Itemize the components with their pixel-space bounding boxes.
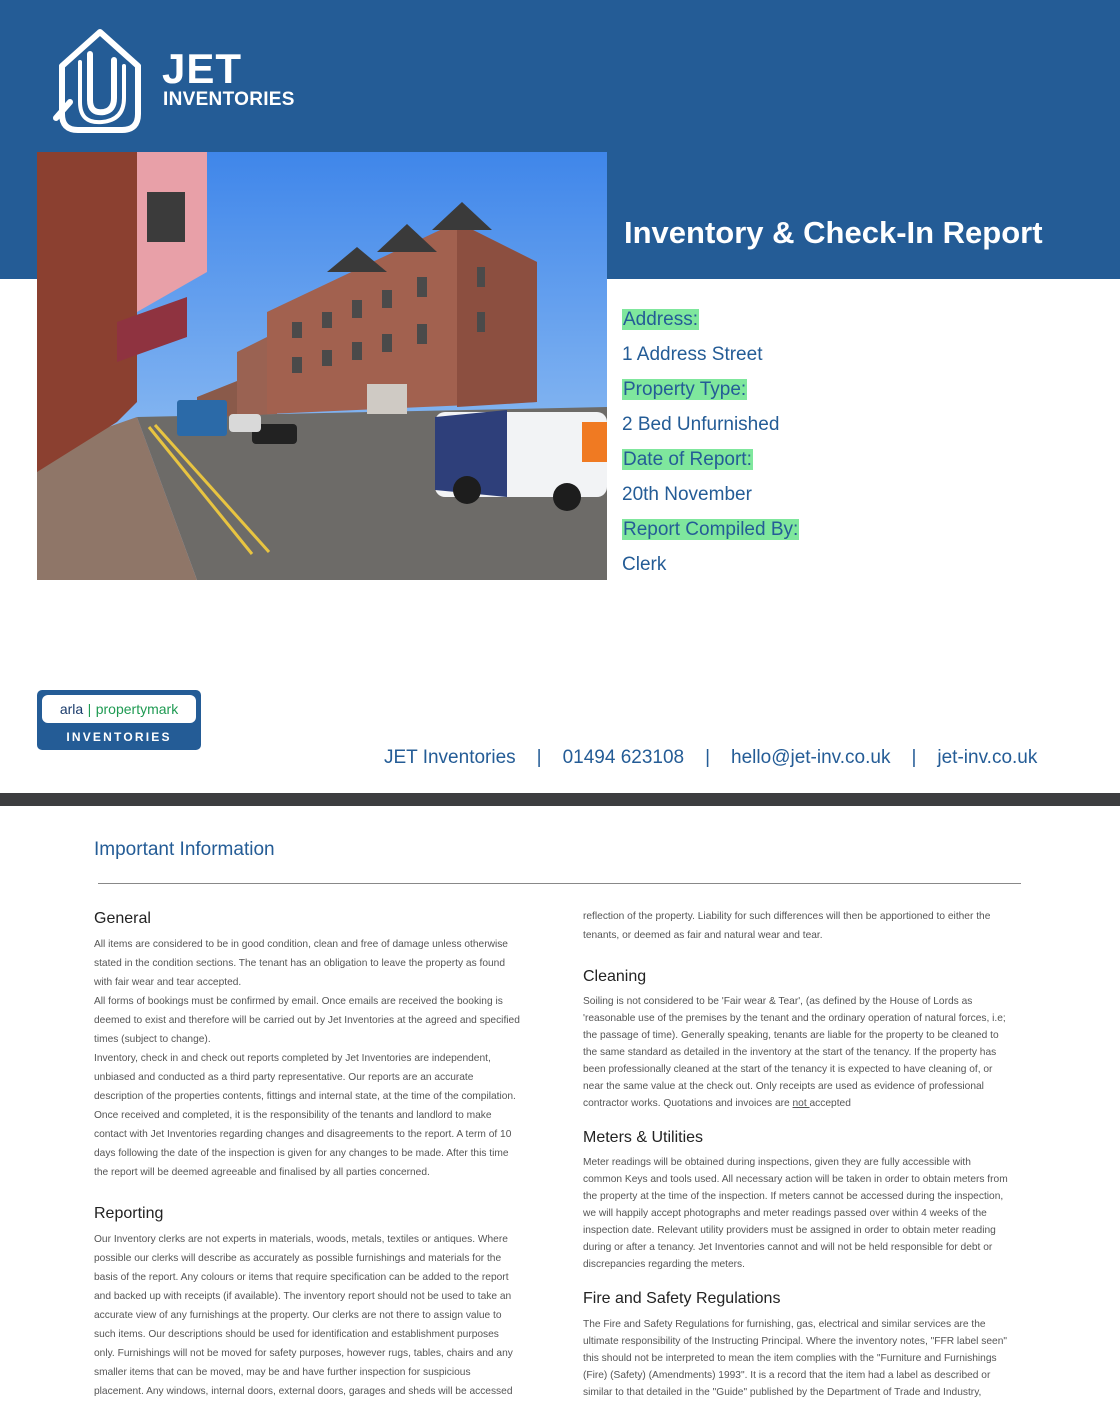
heading-rule — [98, 883, 1021, 884]
arla-text: arla — [59, 701, 84, 717]
info-page — [0, 806, 1120, 1398]
info-heading: Important Information — [94, 839, 275, 860]
cleaning-title: Cleaning — [583, 968, 647, 985]
arla-inventories-text: INVENTORIES — [66, 730, 172, 744]
contact-separator: | — [705, 747, 711, 768]
address-value: 1 Address Street — [622, 344, 763, 365]
property-type-label: Property Type: — [623, 379, 747, 400]
reporting-text: Our Inventory clerks are not experts in materials, woods, metals, textiles or antiques. Where possible our clerks will describe as accurately as possible furnishings and materials for the basis of the report. Any colours or items that require specification can be added to the report and backed up with receipts (if available). The inventory report should not be used to take an accurate view of any furnishings at the property. Our clerks are not there to assign value to such items. Our descriptions should be used for identification and establishment purposes only. Furnishings will not be moved for safety purposes, however rugs, tables, chairs and any smaller items that can be moved, may be and have further inspection for suspicious placement. Any windows, internal doors, external doors, garages and sheds will be accessed — [94, 1234, 513, 1398]
contact-separator: | — [911, 747, 917, 768]
fire-safety-text: The Fire and Safety Regulations for furnishing, gas, electrical and similar services are the ultimate responsibility of the Instructing Principal. Where the inventory notes, "FFR label seen" this should not be interpreted to mean the item complies with the "Furniture and Furnishings (Fire) (Safety) (Amendments) 1993". It is a record that the item had a label as described or similar to that detailed in the "Guide" published by the Department of Trade and Industry, — [583, 1318, 1007, 1398]
street-building-photo-icon — [37, 152, 607, 580]
company-name: JET Inventories — [384, 747, 516, 768]
contact-separator: | — [536, 747, 542, 768]
report-date-value: 20th November — [622, 484, 752, 505]
property-type-value: 2 Bed Unfurnished — [622, 414, 780, 435]
report-title: Inventory & Check-In Report — [624, 215, 1043, 250]
compiled-by-label: Report Compiled By: — [623, 519, 799, 540]
compiled-by-value: Clerk — [622, 554, 667, 575]
phone-number[interactable]: 01494 623108 — [562, 747, 685, 768]
left-column — [94, 909, 536, 1401]
fire-safety-title: Fire and Safety Regulations — [583, 1290, 781, 1308]
arla-propertymark-badge — [37, 690, 201, 750]
continuation-text: reflection of the property. Liability for such differences will then be apportioned to either the tenants, or deemed as fair and natural wear and tear. — [583, 911, 991, 941]
reporting-title: Reporting — [94, 1205, 164, 1223]
general-title: General — [94, 910, 151, 927]
right-column — [583, 907, 1023, 1401]
meters-text: Meter readings will be obtained during inspections, given they are fully accessible with common Keys and tools used. All necessary action will be taken in order to obtain meters from the property at the time of the inspection. If meters cannot be accessed during the inspection, we will happily accept photographs and meter readings passed over within 4 weeks of the inspection date. Relevant utility providers must be assigned in order to obtain meter reading during or after a tenancy. Jet Inventories cannot and will not be held responsible for debt or discrepancies regarding the meters. — [583, 1157, 1008, 1271]
arla-separator: | — [87, 701, 92, 717]
contact-bar — [384, 747, 1037, 769]
page-divider — [0, 793, 1120, 806]
general-text: All items are considered to be in good condition, clean and free of damage unless otherwise stated in the condition sections. The tenant has an obligation to leave the property as found with fair wear and tear accepted. All forms of bookings must be confirmed by email. Once emails are received the booking is deemed to exist and therefore will be carried out by Jet Inventories at the agreed and specified times (subject to change). Inventory, check in and check out reports completed by Jet Inventories are independent, unbiased and conducted as a third party representative. Our reports are an accurate description of the properties contents, fittings and internal state, at the time of the compilation. Once received and completed, it is the responsibility of the tenants and landlord to make contact with Jet Inventories regarding changes and disagreements to the report. A term of 10 days following the date of the inspection is given for any changes to be made. After this time the report will be deemed agreeable and finalised by all parties concerned. — [94, 939, 520, 1179]
website-link[interactable]: jet-inv.co.uk — [937, 747, 1038, 768]
property-photo — [37, 152, 607, 580]
property-details — [622, 310, 1082, 590]
jet-inventories-logo — [52, 26, 312, 136]
address-label: Address: — [623, 309, 698, 330]
propertymark-text: propertymark — [95, 701, 179, 717]
email-link[interactable]: hello@jet-inv.co.uk — [731, 747, 891, 768]
logo-wordmark-inventories: INVENTORIES — [163, 89, 295, 110]
house-j-logo-icon — [52, 26, 148, 136]
logo-wordmark-jet: JET — [162, 45, 243, 92]
meters-title: Meters & Utilities — [583, 1129, 704, 1147]
report-date-label: Date of Report: — [623, 449, 752, 470]
cleaning-text: Soiling is not considered to be 'Fair wear & Tear', (as defined by the House of Lords as 'reasonable use of the premises by the tenant and the ordinary operation of natural forces, i.e; the passage of time). Generally speaking, tenants are liable for the property to be cleaned to the same standard as detailed in the inventory at the start of the tenancy. If the property has been professionally cleaned at the start of the tenancy it is expected to have cleaning of, or near the same value at the check out. Only receipts are used as evidence of professional contractor works. Quotations and invoices are not accepted — [583, 996, 1006, 1110]
